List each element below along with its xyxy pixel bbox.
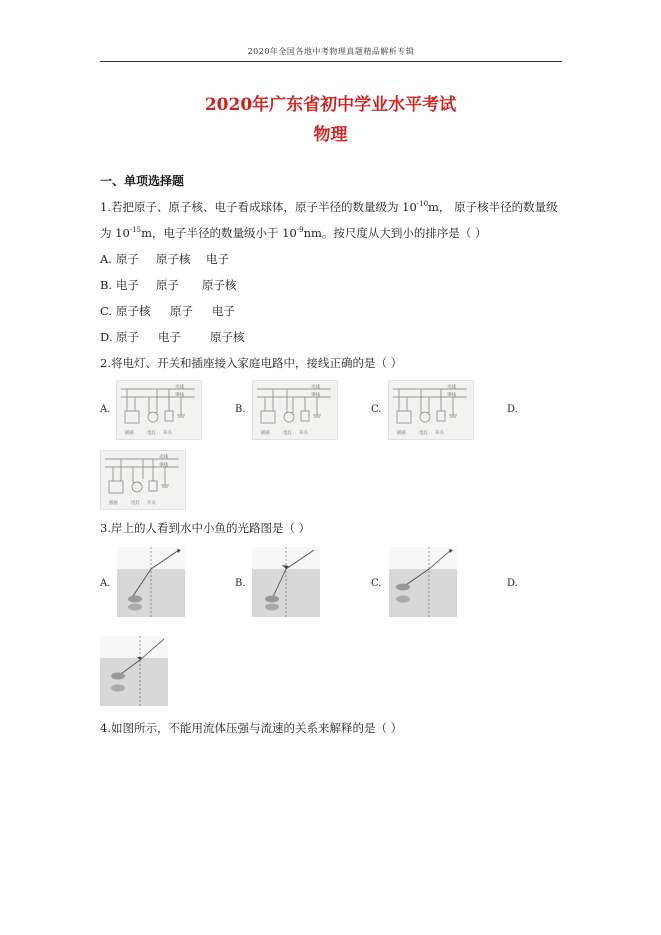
q1-exp2: -15 — [129, 226, 142, 235]
q1-option-a[interactable]: A. 原子 原子核 电子 — [100, 252, 229, 266]
q3-diagram-d[interactable] — [100, 636, 168, 706]
section-heading: 一、单项选择题 — [100, 174, 185, 188]
q1-option-c[interactable]: C. 原子核 原子 电子 — [100, 304, 235, 318]
svg-text:电灯: 电灯 — [147, 431, 156, 436]
header-divider — [100, 61, 562, 62]
q2-option-b-letter[interactable]: B. — [235, 404, 246, 415]
exam-title: 2020年广东省初中学业水平考试 — [204, 95, 457, 115]
svg-text:火线: 火线 — [447, 385, 456, 390]
q1-line1 — [100, 199, 558, 215]
svg-text:火线: 火线 — [159, 455, 168, 460]
q4-stem: 4.如图所示，不能用流体压强与流速的关系来解释的是（ ） — [100, 721, 403, 735]
q1-option-d[interactable]: D. 原子 电子 原子核 — [100, 330, 245, 344]
q1-exp3: -9 — [296, 226, 304, 235]
q1-line2 — [100, 225, 487, 241]
q2-stem: 2.将电灯、开关和插座接入家庭电路中，接线正确的是（ ） — [100, 356, 403, 370]
svg-text:零线: 零线 — [447, 393, 456, 398]
svg-text:插座: 插座 — [109, 501, 118, 506]
svg-text:零线: 零线 — [311, 393, 320, 398]
live-wire-label: 火线 — [175, 385, 184, 390]
q1-exp1: -10 — [416, 200, 429, 209]
q1-option-b[interactable]: B. 电子 原子 原子核 — [100, 278, 237, 292]
svg-text:零线: 零线 — [159, 463, 168, 468]
svg-text:插座: 插座 — [261, 431, 270, 436]
q3-diagram-a[interactable] — [117, 547, 185, 617]
q3-diagram-c[interactable] — [389, 547, 457, 617]
q3-option-d-letter[interactable]: D. — [507, 578, 518, 589]
svg-text:插座: 插座 — [125, 431, 134, 436]
q2-option-d-letter[interactable]: D. — [507, 404, 518, 415]
page-header: 2020年全国各地中考物理真题精品解析专辑 — [247, 47, 415, 56]
svg-text:开关: 开关 — [299, 431, 308, 436]
q1-line2-text-c: nm。按尺度从大到小的排序是（ ） — [303, 226, 487, 240]
q2-circuit-b[interactable] — [252, 380, 338, 440]
neutral-wire-label: 零线 — [175, 393, 184, 398]
q3-option-a-letter[interactable]: A. — [100, 578, 111, 589]
svg-text:插座: 插座 — [397, 431, 406, 436]
svg-text:开关: 开关 — [435, 431, 444, 436]
q1-line2-text-a: 为 10 — [100, 226, 130, 240]
svg-text:火线: 火线 — [311, 385, 320, 390]
exam-subject: 物理 — [313, 125, 348, 145]
svg-text:开关: 开关 — [163, 431, 172, 436]
q2-option-c-letter[interactable]: C. — [371, 404, 382, 415]
svg-text:电灯: 电灯 — [419, 431, 428, 436]
q1-line1-text-b: m， 原子核半径的数量级 — [428, 200, 558, 214]
q3-diagram-b[interactable] — [252, 547, 320, 617]
svg-text:电灯: 电灯 — [283, 431, 292, 436]
q1-line1-text-a: 1.若把原子、原子核、电子看成球体，原子半径的数量级为 10 — [100, 200, 417, 214]
q2-circuit-a[interactable] — [116, 380, 202, 440]
q2-option-a-letter[interactable]: A. — [100, 404, 111, 415]
q3-option-c-letter[interactable]: C. — [371, 578, 382, 589]
svg-text:开关: 开关 — [147, 501, 156, 506]
q3-option-b-letter[interactable]: B. — [235, 578, 246, 589]
q3-stem: 3.岸上的人看到水中小鱼的光路图是（ ） — [100, 521, 311, 535]
svg-text:电灯: 电灯 — [131, 501, 140, 506]
q1-line2-text-b: m，电子半径的数量级小于 10 — [141, 226, 297, 240]
q2-circuit-d[interactable] — [100, 450, 186, 510]
q2-circuit-c[interactable] — [388, 380, 474, 440]
